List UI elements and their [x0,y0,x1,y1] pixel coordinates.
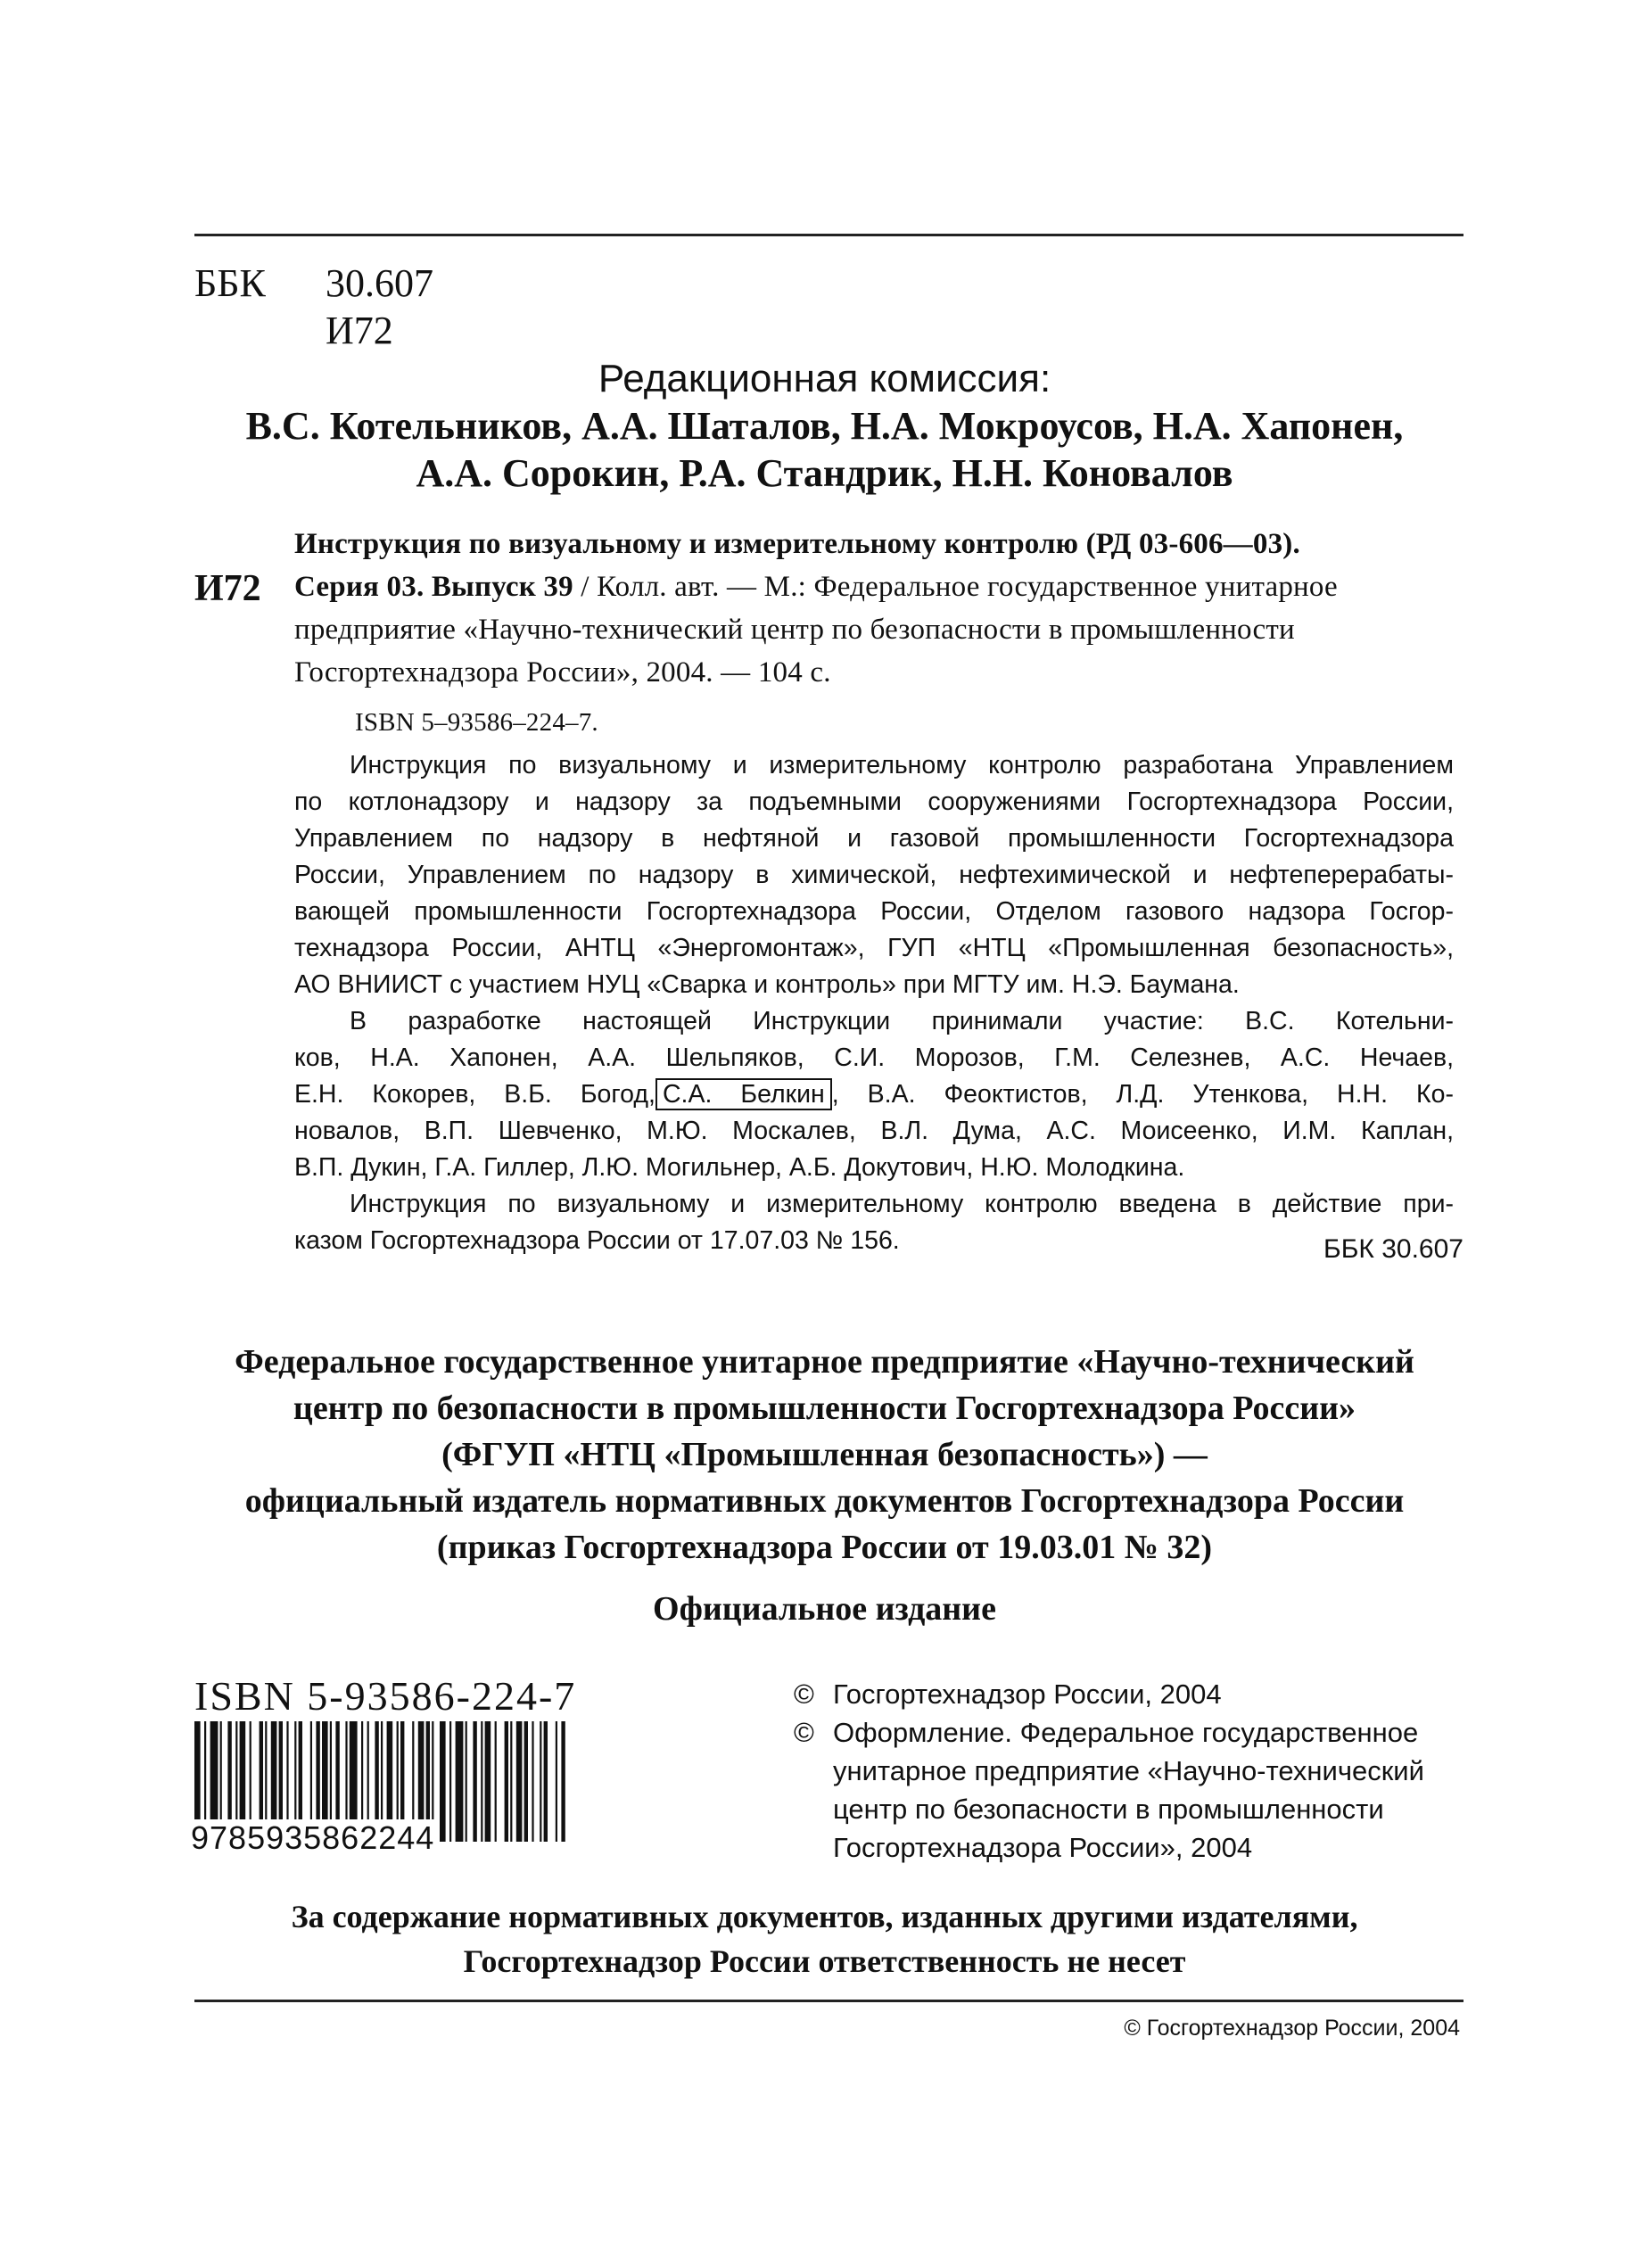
abstract-paragraph-3 [294,1186,1454,1259]
barcode-bar [456,1721,464,1842]
copyright-cont: центр по безопасности в промышленности [833,1794,1384,1825]
barcode-bar [516,1721,523,1842]
copyright-icon: © [794,1717,814,1748]
copyright-cont: Госгортехнадзора России», 2004 [833,1832,1253,1863]
disclaimer-line-2: Госгортехнадзор России ответственность не несет [463,1943,1186,1979]
abstract-line: В разработке настоящей Инструкции принимали участие: В.С. Котельни- [350,1007,1454,1035]
abstract-line: технадзора России, АНТЦ «Энергомонтаж», ГУП «НТЦ «Промышленная безопасность», [294,934,1454,962]
copyright-line-1: © Госгортехнадзор России, 2004 [794,1675,1454,1713]
entry-isbn: ISBN 5–93586–224–7. [355,708,598,737]
abstract-paragraph-1 [294,747,1454,1003]
bottom-rule [194,2000,1463,2002]
committee-line-2: А.А. Сорокин, Р.А. Стандрик, Н.Н. Коновалов [416,451,1233,495]
entry-series: Серия 03. Выпуск 39 [294,571,573,603]
abstract-line: АО ВНИИСТ с участием НУЦ «Сварка и контроль» при МГТУ им. Н.Э. Баумана. [294,970,1240,999]
bbk-code: 30.607 [326,261,433,305]
official-edition: Официальное издание [653,1590,996,1628]
highlighted-name: С.А. Белкин [655,1078,832,1110]
abstract-line: В.П. Дукин, Г.А. Гиллер, Л.Ю. Могильнер, А.Б. Докутович, Н.Ю. Молодкина. [294,1153,1185,1182]
disclaimer-line-1: За содержание нормативных документов, изданных другими издателями, [291,1899,1358,1934]
abstract-line: Управлением по надзору в нефтяной и газовой промышленности Госгортехнадзора [294,824,1454,853]
abstract-line: России, Управлением по надзору в химической, нефтехимической и нефтеперерабаты- [294,861,1454,889]
barcode-bar [495,1721,497,1842]
footer-copyright: © Госгортехнадзор России, 2004 [1124,2016,1460,2041]
publisher-line-2: центр по безопасности в промышленности Госгортехнадзора России» [293,1390,1356,1427]
participants-after: , В.А. Феоктистов, Л.Д. Утенкова, Н.Н. Ко- [831,1080,1454,1109]
entry-line-3: предприятие «Научно-технический центр по безопасности в промышленности [294,614,1295,646]
copyright-icon: © [794,1678,814,1710]
barcode-bar [466,1721,467,1842]
abstract-line-boxed [294,1076,1454,1113]
copyright-block [794,1675,1454,1867]
bbk-right: ББК 30.607 [1323,1234,1463,1264]
bbk-label: ББК [194,261,266,305]
entry-title: Инструкция по визуальному и измерительному контролю (РД 03-606—03). [294,528,1300,560]
barcode-bar [481,1721,482,1842]
barcode-bar [510,1721,512,1842]
barcode-isbn: ISBN 5-93586-224-7 [194,1673,577,1719]
abstract-line: казом Госгортехнадзора России от 17.07.03 № 156. [294,1226,900,1255]
author-mark: И72 [326,309,393,352]
abstract-line: по котлонадзору и надзору за подъемными сооружениями Госгортехнадзора России, [294,788,1454,816]
participants-before: Е.Н. Кокорев, В.Б. Богод, [294,1080,655,1109]
publisher-line-5: (приказ Госгортехнадзора России от 19.03.01 № 32) [436,1529,1213,1566]
entry-line-2-rest: / Колл. авт. — М.: Федеральное государственное унитарное [573,571,1338,603]
entry-code: И72 [194,568,261,609]
committee-title: Редакционная комиссия: [598,357,1051,400]
barcode-digits: 9785935862244 [191,1819,435,1856]
publisher-line-3: (ФГУП «НТЦ «Промышленная безопасность») — [441,1436,1208,1473]
barcode-bar [561,1721,565,1842]
copyright-cont: унитарное предприятие «Научно-технический [833,1755,1424,1786]
top-rule [194,234,1463,236]
abstract-line: новалов, В.П. Шевченко, М.Ю. Москалев, В.Л. Дума, А.С. Моисеенко, И.М. Каплан, [294,1117,1454,1145]
entry-line-2 [294,571,1454,604]
abstract-paragraph-2 [294,1003,1454,1186]
publisher-line-4: официальный издатель нормативных документов Госгортехнадзора России [244,1482,1405,1520]
committee-line-1: В.С. Котельников, А.А. Шаталов, Н.А. Мокроусов, Н.А. Хапонен, [245,404,1404,448]
barcode-bar [440,1721,446,1842]
barcode-bar [449,1721,451,1842]
barcode-bar [473,1721,476,1842]
barcode-bar [540,1721,541,1842]
barcode-bar [532,1721,533,1842]
barcode-bar [485,1721,491,1842]
abstract-line: Инструкция по визуальному и измерительному контролю введена в действие при- [350,1190,1454,1218]
barcode-bar [556,1721,557,1842]
barcode-bar [544,1721,548,1842]
barcode-bar [524,1721,528,1842]
entry-line-4: Госгортехнадзора России», 2004. — 104 с. [294,656,831,689]
abstract-line: ков, Н.А. Хапонен, А.А. Шельпяков, С.И. Морозов, Г.М. Селезнев, А.С. Нечаев, [294,1043,1454,1072]
barcode-bar [505,1721,508,1842]
publisher-line-1: Федеральное государственное унитарное предприятие «Научно-технический [235,1343,1414,1381]
abstract-line: вающей промышленности Госгортехнадзора России, Отделом газового надзора Госгор- [294,897,1454,926]
abstract-line: Инструкция по визуальному и измерительному контролю разработана Управлением [350,751,1454,779]
copyright-line-2: © Оформление. Федеральное государственное [794,1713,1454,1752]
